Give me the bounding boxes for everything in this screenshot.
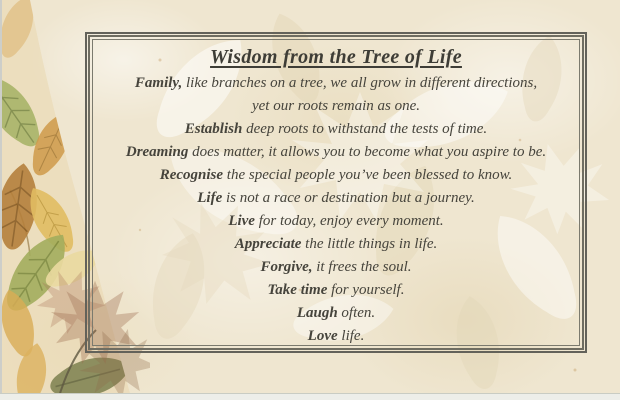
frame-middle-line — [88, 35, 584, 350]
poem-line — [93, 141, 579, 164]
poem-line-text: the little things in life. — [301, 236, 438, 252]
poem-line-lead: Life — [197, 190, 223, 206]
photo-left-edge — [0, 0, 2, 400]
poem — [93, 72, 579, 346]
poem-line-text: is not a race or destination but a journey. — [222, 190, 475, 206]
poem-line-text: for today, enjoy every moment. — [254, 213, 444, 229]
poem-line-text: life. — [337, 328, 365, 344]
poem-line — [93, 72, 579, 95]
poem-line — [93, 279, 579, 302]
poem-line-text: for yourself. — [327, 282, 405, 298]
poem-line-text: it frees the soul. — [312, 259, 412, 275]
frame-inner-line — [92, 39, 580, 346]
poem-line-lead: Establish — [184, 121, 243, 137]
poem-line-text: yet our roots remain as one. — [251, 98, 421, 114]
poem-line-lead: Forgive, — [260, 259, 313, 275]
poem-line-text: does matter, it allows you to become what you aspire to be. — [188, 144, 547, 160]
poem-line — [93, 187, 579, 210]
poem-line-lead: Dreaming — [125, 144, 189, 160]
poem-line — [93, 210, 579, 233]
poem-line — [93, 233, 579, 256]
poem-line — [93, 118, 579, 141]
poem-line-text: deep roots to withstand the tests of time. — [242, 121, 488, 137]
photo-bottom-edge — [0, 393, 620, 400]
card-content — [93, 46, 579, 346]
poem-line-lead: Laugh — [296, 305, 338, 321]
poem-line-lead: Love — [307, 328, 338, 344]
poem-line — [93, 325, 579, 346]
poem-line-text: the special people you’ve been blessed to know. — [223, 167, 513, 183]
poem-line-lead: Recognise — [159, 167, 224, 183]
poem-line-text: like branches on a tree, we all grow in different directions, — [182, 75, 538, 91]
poem-line-lead: Appreciate — [234, 236, 302, 252]
poem-line — [93, 302, 579, 325]
certificate-frame — [85, 32, 587, 353]
poem-line — [93, 95, 579, 118]
poem-line-lead: Family, — [134, 75, 183, 91]
poem-line — [93, 164, 579, 187]
card-title: Wisdom from the Tree of Life — [210, 46, 462, 68]
poem-line — [93, 256, 579, 279]
poem-line-lead: Live — [228, 213, 255, 229]
poem-line-text: often. — [337, 305, 376, 321]
poem-line-lead: Take time — [267, 282, 328, 298]
